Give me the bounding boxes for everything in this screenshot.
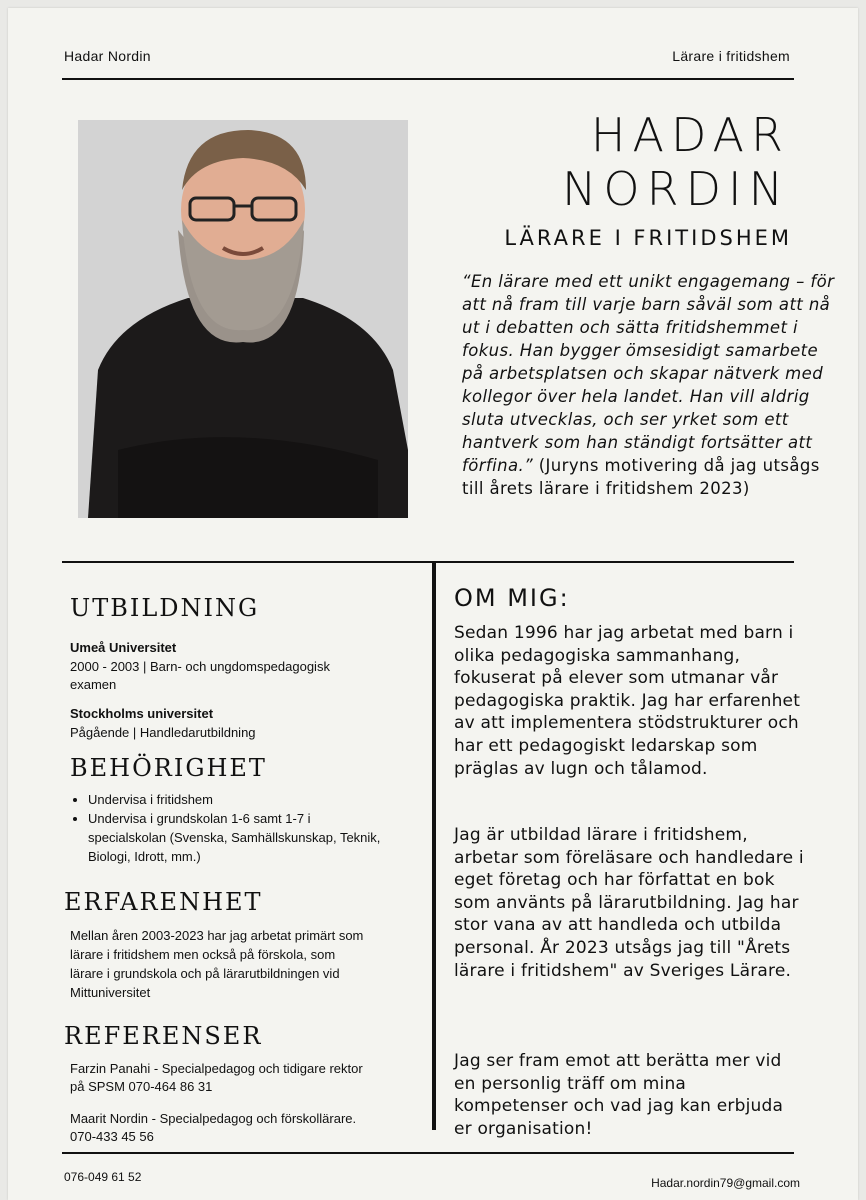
header-role: Lärare i fritidshem	[672, 48, 790, 64]
bottom-divider	[62, 1152, 794, 1154]
about-title: OM MIG:	[454, 584, 570, 612]
top-divider	[62, 78, 794, 80]
education-details-1: 2000 - 2003 | Barn- och ungdomspedagogisk examen	[70, 659, 330, 692]
qualification-title: BEHÖRIGHET	[70, 754, 267, 782]
portrait-illustration	[78, 120, 408, 518]
column-divider	[432, 563, 436, 1130]
education-details-2: Pågående | Handledarutbildning	[70, 725, 256, 740]
reference-2: Maarit Nordin - Specialpedagog och förskollärare. 070-433 45 56	[70, 1111, 357, 1144]
qualification-list	[70, 790, 388, 866]
portrait-photo	[78, 120, 408, 518]
experience-title: ERFARENHET	[64, 888, 263, 916]
about-paragraph-3: Jag ser fram emot att berätta mer vid en personlig träff om mina kompetenser och vad jag kan erbjuda er organisation!	[454, 1051, 784, 1139]
education-title: UTBILDNING	[70, 594, 260, 622]
cv-page	[8, 8, 858, 1200]
about-paragraph-2: Jag är utbildad lärare i fritidshem, arbetar som föreläsare och handledare i eget företag och har författat en bok som använts på lärarutbildning. Jag har stor vana av att handleda och utbilda personal. År 2023 utsågs jag till "Årets lärare i fritidshem" av Sveriges Lärare.	[454, 825, 804, 981]
middle-divider	[62, 561, 794, 563]
education-school-2: Stockholms universitet	[70, 706, 214, 721]
footer-email: Hadar.nordin79@gmail.com	[651, 1176, 800, 1190]
quote-text: “En lärare med ett unikt engagemang – för att nå fram till varje barn såväl som att nå ut i debatten och sätta fritidshemmet i fokus. Han bygger ömsesidigt samarbete på arbetsplatsen och skapar nätverk med kollegor över hela landet. Han vill aldrig sluta utvecklas, och ser yrket som ett hantverk som han ständigt fortsätter att förfina.”	[462, 272, 835, 475]
header-name: Hadar Nordin	[64, 48, 151, 64]
footer-phone: 076-049 61 52	[64, 1170, 142, 1184]
education-school-1: Umeå Universitet	[70, 640, 177, 655]
hero-title: LÄRARE I FRITIDSHEM	[504, 226, 792, 250]
hero-name-line2: NORDIN	[562, 162, 790, 216]
experience-text: Mellan åren 2003-2023 har jag arbetat primärt som lärare i fritidshem men också på förskola, som lärare i grundskola och på lärarutbildningen vid Mittuniversitet	[70, 928, 364, 1000]
list-item: • Undervisa i fritidshem	[88, 790, 388, 809]
hero-name	[562, 108, 790, 216]
hero-name-line1: HADAR	[590, 108, 790, 162]
list-item: • Undervisa i grundskolan 1-6 samt 1-7 i specialskolan (Svenska, Samhällskunskap, Teknik, Biologi, Idrott, mm.)	[88, 809, 388, 866]
reference-1: Farzin Panahi - Specialpedagog och tidigare rektor på SPSM 070-464 86 31	[70, 1061, 363, 1094]
references-title: REFERENSER	[64, 1022, 263, 1050]
about-paragraph-1: Sedan 1996 har jag arbetat med barn i olika pedagogiska sammanhang, fokuserat på elever som utmanar vår pedagogiska praktik. Jag har erfarenhet av att implementera stödstrukturer och har ett pedagogiskt ledarskap som präglas av lugn och tålamod.	[454, 623, 801, 779]
jury-quote	[462, 270, 842, 500]
quote-attribution: (Juryns motivering då jag utsågs till årets lärare i fritidshem 2023)	[462, 456, 820, 498]
